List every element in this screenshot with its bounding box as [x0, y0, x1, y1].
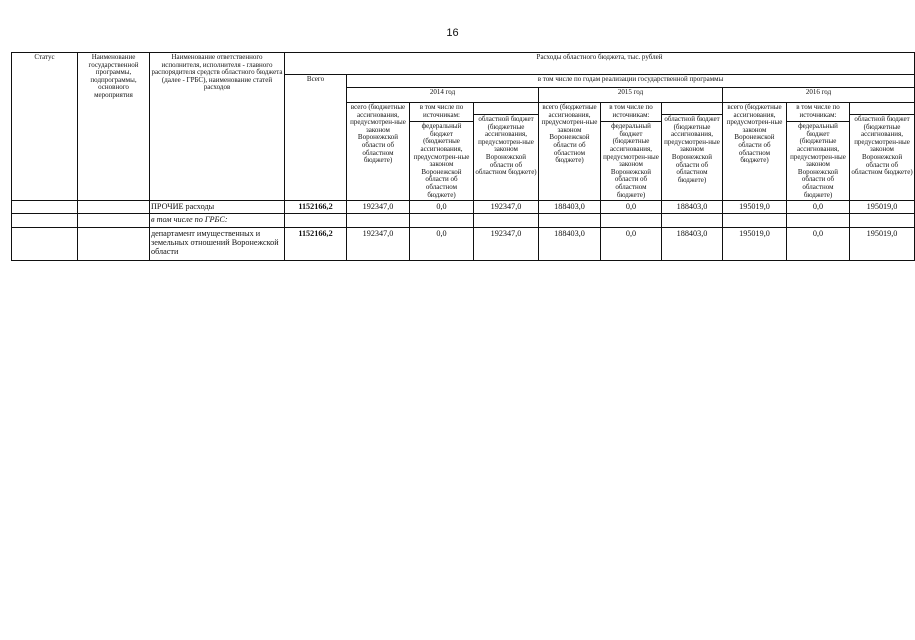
value-cell: [539, 214, 601, 228]
value-cell: 192347,0: [474, 228, 539, 261]
value-cell: 0,0: [410, 201, 474, 214]
value-cell: 192347,0: [347, 201, 410, 214]
value-cell: 192347,0: [347, 228, 410, 261]
header-2015-regional-cell: [662, 103, 723, 201]
header-2016-federal: федеральный бюджет (бюджетные ассигнования, предусмотрен-ные законом Воронежской области об областном бюджете): [790, 122, 846, 199]
header-2015-regional: областной бюджет (бюджетные ассигнования, предусмотрен-ные законом Воронежской области об областном бюджете): [664, 115, 720, 184]
row-label: департамент имущественных и земельных отношений Воронежской области: [150, 228, 285, 261]
value-cell: 195019,0: [850, 228, 915, 261]
header-2014-sources-cont: [474, 103, 538, 115]
table-row: [12, 228, 915, 261]
value-cell: [662, 214, 723, 228]
header-2015-sources-cont: [662, 103, 722, 115]
budget-table: [11, 52, 915, 261]
header-total: Всего: [285, 75, 347, 201]
header-year-2014: 2014 год: [347, 88, 539, 103]
value-cell: 188403,0: [539, 201, 601, 214]
header-2016-by-sources: в том числе по источникам:: [787, 103, 849, 122]
header-2015-all: всего (бюджетные ассигнования, предусмотрен-ные законом Воронежской области об областном бюджете): [539, 103, 601, 201]
total-cell: 1152166,2: [285, 201, 347, 214]
value-cell: 188403,0: [662, 228, 723, 261]
value-cell: 195019,0: [723, 228, 787, 261]
value-cell: [723, 214, 787, 228]
value-cell: 188403,0: [539, 228, 601, 261]
status-cell: [12, 201, 78, 214]
value-cell: 0,0: [601, 201, 662, 214]
header-2015-sources: [601, 103, 662, 201]
header-2014-sources: [410, 103, 474, 201]
value-cell: 188403,0: [662, 201, 723, 214]
header-2016-sources: [787, 103, 850, 201]
table-row: [12, 201, 915, 214]
header-2016-regional: областной бюджет (бюджетные ассигнования, предусмотрен-ные законом Воронежской области об областном бюджете): [851, 115, 913, 177]
header-2016-sources-cont: [850, 103, 914, 115]
header-2014-regional-cell: [474, 103, 539, 201]
value-cell: 0,0: [410, 228, 474, 261]
row-label: ПРОЧИЕ расходы: [150, 201, 285, 214]
program-cell: [78, 214, 150, 228]
header-2015-federal: федеральный бюджет (бюджетные ассигнования, предусмотрен-ные законом Воронежской области об областном бюджете): [603, 122, 659, 199]
status-cell: [12, 214, 78, 228]
value-cell: 0,0: [787, 228, 850, 261]
header-2014-regional: областной бюджет (бюджетные ассигнования, предусмотрен-ные законом Воронежской области об областном бюджете): [475, 115, 537, 177]
value-cell: 195019,0: [723, 201, 787, 214]
value-cell: 192347,0: [474, 201, 539, 214]
page-number: 16: [446, 27, 459, 39]
header-2016-all: всего (бюджетные ассигнования, предусмотрен-ные законом Воронежской области об областном бюджете): [723, 103, 787, 201]
header-year-2015: 2015 год: [539, 88, 723, 103]
value-cell: [347, 214, 410, 228]
value-cell: [410, 214, 474, 228]
header-program-name: Наименование государственной программы, подпрограммы, основного мероприятия: [78, 53, 150, 201]
value-cell: 0,0: [787, 201, 850, 214]
program-cell: [78, 228, 150, 261]
header-status: Статус: [12, 53, 78, 201]
value-cell: 195019,0: [850, 201, 915, 214]
value-cell: [601, 214, 662, 228]
value-cell: [787, 214, 850, 228]
program-cell: [78, 201, 150, 214]
header-2015-by-sources: в том числе по источникам:: [601, 103, 661, 122]
table-row: [12, 214, 915, 228]
status-cell: [12, 228, 78, 261]
value-cell: [474, 214, 539, 228]
value-cell: 0,0: [601, 228, 662, 261]
header-by-years: в том числе по годам реализации государственной программы: [347, 75, 915, 88]
value-cell: [850, 214, 915, 228]
header-year-2016: 2016 год: [723, 88, 915, 103]
total-cell: 1152166,2: [285, 228, 347, 261]
row-label: в том числе по ГРБС:: [150, 214, 285, 228]
header-2014-by-sources: в том числе по источникам:: [410, 103, 473, 122]
value-cell: [285, 214, 347, 228]
header-2016-regional-cell: [850, 103, 915, 201]
header-2014-federal: федеральный бюджет (бюджетные ассигнования, предусмотрен-ные законом Воронежской области об областном бюджете): [413, 122, 470, 199]
header-expenses: Расходы областного бюджета, тыс. рублей: [285, 53, 915, 75]
header-2014-all: всего (бюджетные ассигнования, предусмотрен-ные законом Воронежской области об областном бюджете): [347, 103, 410, 201]
header-executor: Наименование ответственного исполнителя, исполнителя - главного распорядителя средств областного бюджета (далее - ГРБС), наименование статей расходов: [150, 53, 285, 201]
